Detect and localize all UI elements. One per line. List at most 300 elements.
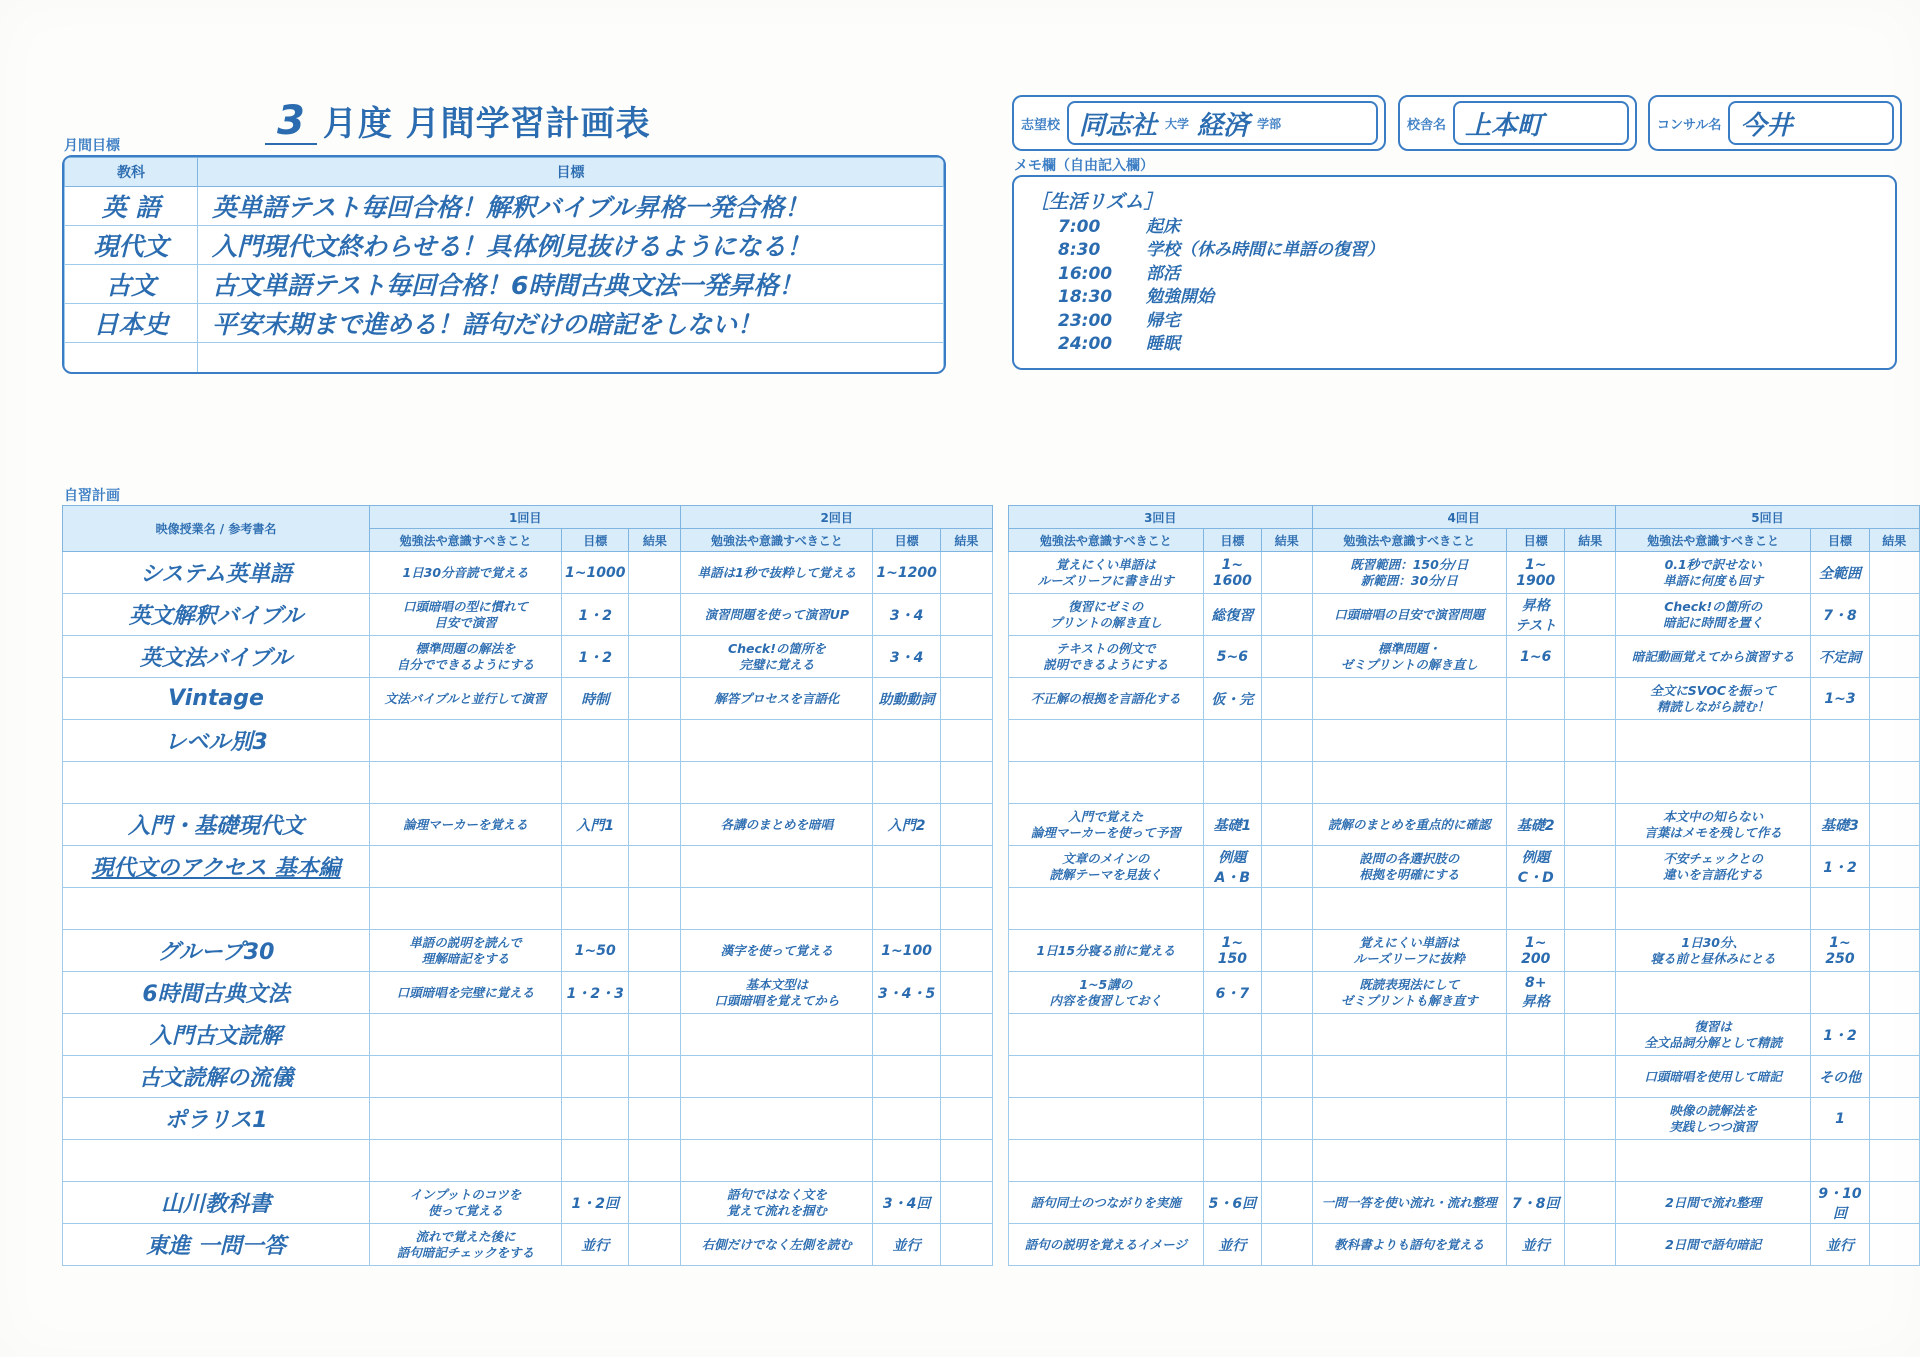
plan-result-cell[interactable]: [1565, 846, 1615, 888]
plan-goal-cell[interactable]: [1507, 762, 1565, 804]
plan-result-cell[interactable]: [629, 552, 681, 594]
plan-goal-cell[interactable]: 5~6: [1203, 636, 1261, 678]
memo-area[interactable]: [1012, 175, 1897, 370]
goal-text[interactable]: 古文単語テスト毎回合格！6時間古典文法一発昇格！: [198, 265, 944, 304]
plan-how-cell[interactable]: 0.1秒で訳せない 単語に何度も回す: [1615, 552, 1811, 594]
goal-text[interactable]: 入門現代文終わらせる！具体例見抜けるようになる！: [198, 226, 944, 265]
plan-how-cell[interactable]: 標準問題の解法を 自分でできるようにする: [370, 636, 562, 678]
plan-goal-cell[interactable]: [1811, 1140, 1869, 1182]
plan-round-3: 3回目: [1009, 506, 1313, 529]
plan-how-cell[interactable]: 語句ではなく文を 覚えて流れを掴む: [681, 1182, 873, 1224]
plan-goal-cell[interactable]: [873, 762, 940, 804]
goal-text[interactable]: 英単語テスト毎回合格！解釈バイブル昇格一発合格！: [198, 187, 944, 226]
plan-material-name[interactable]: 英文解釈バイブル: [63, 594, 370, 636]
plan-how-cell[interactable]: 2日間で流れ整理: [1615, 1182, 1811, 1224]
plan-how-cell[interactable]: [681, 1014, 873, 1056]
plan-result-cell[interactable]: [940, 846, 992, 888]
plan-goal-cell[interactable]: 1~ 1600: [1203, 552, 1261, 594]
plan-material-name[interactable]: 現代文のアクセス 基本編: [63, 846, 370, 888]
plan-how-cell[interactable]: 復習にゼミの プリントの解き直し: [1009, 594, 1204, 636]
plan-how-cell[interactable]: [1312, 762, 1507, 804]
plan-goal-cell[interactable]: [1203, 888, 1261, 930]
plan-how-cell[interactable]: 2日間で語句暗記: [1615, 1224, 1811, 1266]
plan-result-cell[interactable]: [1869, 636, 1919, 678]
plan-goal-cell[interactable]: 並行: [1507, 1224, 1565, 1266]
plan-how-cell[interactable]: [681, 888, 873, 930]
plan-material-name[interactable]: レベル別3: [63, 720, 370, 762]
plan-goal-cell[interactable]: 1~ 150: [1203, 930, 1261, 972]
plan-how-cell[interactable]: 単語の説明を読んで 理解暗記をする: [370, 930, 562, 972]
plan-material-name[interactable]: [63, 888, 370, 930]
plan-how-cell[interactable]: [1009, 720, 1204, 762]
plan-how-cell[interactable]: 語句同士のつながりを実施: [1009, 1182, 1204, 1224]
plan-result-cell[interactable]: [1565, 1056, 1615, 1098]
plan-result-cell[interactable]: [1869, 1014, 1919, 1056]
plan-result-cell[interactable]: [1565, 636, 1615, 678]
plan-how-cell[interactable]: 既習範囲：150分/日 新範囲：30分/日: [1312, 552, 1507, 594]
plan-how-cell[interactable]: 復習は 全文品詞分解として精読: [1615, 1014, 1811, 1056]
plan-goal-cell[interactable]: [1203, 1140, 1261, 1182]
plan-how-cell[interactable]: [1312, 1098, 1507, 1140]
plan-how-cell[interactable]: 不安チェックとの 違いを言語化する: [1615, 846, 1811, 888]
plan-how-cell[interactable]: 語句の説明を覚えるイメージ: [1009, 1224, 1204, 1266]
plan-how-cell[interactable]: 全文にSVOCを振って 精読しながら読む！: [1615, 678, 1811, 720]
plan-result-cell[interactable]: [940, 720, 992, 762]
plan-result-cell[interactable]: [940, 552, 992, 594]
goal-subject[interactable]: 日本史: [65, 304, 198, 343]
plan-goal-cell[interactable]: 1~ 1900: [1507, 552, 1565, 594]
plan-how-cell[interactable]: 口頭暗唱の目安で演習問題: [1312, 594, 1507, 636]
plan-goal-cell[interactable]: 全範囲: [1811, 552, 1869, 594]
plan-material-name[interactable]: 古文読解の流儀: [63, 1056, 370, 1098]
goal-subject[interactable]: [65, 343, 198, 375]
plan-how-cell[interactable]: 既読表現法にして ゼミプリントも解き直す: [1312, 972, 1507, 1014]
plan-how-cell[interactable]: [1312, 888, 1507, 930]
plan-result-cell[interactable]: [629, 636, 681, 678]
plan-goal-cell[interactable]: [562, 720, 629, 762]
plan-goal-cell[interactable]: 1・2: [1811, 1014, 1869, 1056]
plan-goal-cell[interactable]: 不定詞: [1811, 636, 1869, 678]
plan-result-cell[interactable]: [940, 1098, 992, 1140]
plan-how-cell[interactable]: [370, 1140, 562, 1182]
plan-result-cell[interactable]: [1565, 1098, 1615, 1140]
plan-result-cell[interactable]: [1262, 636, 1312, 678]
plan-result-cell[interactable]: [1565, 1182, 1615, 1224]
plan-result-cell[interactable]: [1869, 1056, 1919, 1098]
plan-goal-cell[interactable]: 時制: [562, 678, 629, 720]
plan-result-cell[interactable]: [1869, 678, 1919, 720]
plan-goal-cell[interactable]: 3・4: [873, 594, 940, 636]
plan-row: [63, 594, 993, 636]
plan-result-cell[interactable]: [1262, 930, 1312, 972]
plan-how-cell[interactable]: [1009, 1014, 1204, 1056]
field-campus[interactable]: [1398, 95, 1637, 151]
plan-how-cell[interactable]: [370, 888, 562, 930]
plan-goal-cell[interactable]: [873, 720, 940, 762]
plan-goal-cell[interactable]: [562, 1140, 629, 1182]
plan-material-name[interactable]: 山川教科書: [63, 1182, 370, 1224]
plan-goal-cell[interactable]: 基礎2: [1507, 804, 1565, 846]
plan-sub-how-5: 勉強法や意識すべきこと: [1615, 529, 1811, 552]
goal-subject[interactable]: 古文: [65, 265, 198, 304]
plan-goal-cell[interactable]: [1811, 720, 1869, 762]
plan-goal-cell[interactable]: 8+ 昇格: [1507, 972, 1565, 1014]
plan-result-cell[interactable]: [940, 1182, 992, 1224]
goal-text[interactable]: [198, 343, 944, 375]
plan-how-cell[interactable]: [1312, 678, 1507, 720]
plan-how-cell[interactable]: [370, 720, 562, 762]
plan-result-cell[interactable]: [1262, 762, 1312, 804]
plan-how-cell[interactable]: [370, 846, 562, 888]
plan-result-cell[interactable]: [1565, 804, 1615, 846]
plan-result-cell[interactable]: [1869, 1182, 1919, 1224]
plan-how-cell[interactable]: [1312, 720, 1507, 762]
plan-how-cell[interactable]: [681, 846, 873, 888]
plan-goal-cell[interactable]: 並行: [1811, 1224, 1869, 1266]
plan-how-cell[interactable]: [681, 1098, 873, 1140]
plan-goal-cell[interactable]: [1203, 1014, 1261, 1056]
plan-result-cell[interactable]: [629, 1098, 681, 1140]
plan-how-cell[interactable]: 演習問題を使って演習UP: [681, 594, 873, 636]
plan-goal-cell[interactable]: 6・7: [1203, 972, 1261, 1014]
plan-result-cell[interactable]: [1565, 762, 1615, 804]
plan-goal-cell[interactable]: 昇格 テスト: [1507, 594, 1565, 636]
plan-result-cell[interactable]: [1869, 594, 1919, 636]
plan-result-cell[interactable]: [1262, 720, 1312, 762]
plan-material-name[interactable]: 英文法バイブル: [63, 636, 370, 678]
plan-how-cell[interactable]: 1日30分音読で覚える: [370, 552, 562, 594]
plan-result-cell[interactable]: [629, 1014, 681, 1056]
plan-how-cell[interactable]: 教科書よりも語句を覚える: [1312, 1224, 1507, 1266]
plan-how-cell[interactable]: [681, 720, 873, 762]
field-input-campus[interactable]: [1453, 101, 1629, 145]
plan-how-cell[interactable]: [370, 762, 562, 804]
plan-how-cell[interactable]: 基本文型は 口頭暗唱を覚えてから: [681, 972, 873, 1014]
plan-how-cell[interactable]: 流れで覚えた後に 語句暗記チェックをする: [370, 1224, 562, 1266]
plan-result-cell[interactable]: [1869, 888, 1919, 930]
plan-material-name[interactable]: [63, 1140, 370, 1182]
plan-result-cell[interactable]: [629, 846, 681, 888]
plan-goal-cell[interactable]: [562, 762, 629, 804]
plan-result-cell[interactable]: [1869, 804, 1919, 846]
plan-how-cell[interactable]: 1~5講の 内容を復習しておく: [1009, 972, 1204, 1014]
plan-result-cell[interactable]: [940, 762, 992, 804]
plan-goal-cell[interactable]: 1~1000: [562, 552, 629, 594]
plan-goal-cell[interactable]: 1~3: [1811, 678, 1869, 720]
plan-result-cell[interactable]: [1869, 846, 1919, 888]
plan-goal-cell[interactable]: 3・4: [873, 636, 940, 678]
plan-goal-cell[interactable]: 1~100: [873, 930, 940, 972]
plan-result-cell[interactable]: [1565, 678, 1615, 720]
plan-goal-cell[interactable]: 総復習: [1203, 594, 1261, 636]
plan-how-cell[interactable]: 入門で覚えた 論理マーカーを使って予習: [1009, 804, 1204, 846]
plan-how-cell[interactable]: 口頭暗唱の型に慣れて 目安で演習: [370, 594, 562, 636]
plan-how-cell[interactable]: 本文中の知らない 言葉はメモを残して作る: [1615, 804, 1811, 846]
plan-goal-cell[interactable]: [873, 888, 940, 930]
plan-goal-cell[interactable]: [1507, 678, 1565, 720]
plan-material-name[interactable]: 入門・基礎現代文: [63, 804, 370, 846]
plan-goal-cell[interactable]: 基礎3: [1811, 804, 1869, 846]
plan-how-cell[interactable]: [1312, 1056, 1507, 1098]
plan-how-cell[interactable]: [1009, 1140, 1204, 1182]
plan-how-cell[interactable]: [1009, 1098, 1204, 1140]
plan-goal-cell[interactable]: 助動動詞: [873, 678, 940, 720]
plan-goal-cell[interactable]: [1203, 1098, 1261, 1140]
plan-how-cell[interactable]: 右側だけでなく左側を読む: [681, 1224, 873, 1266]
plan-result-cell[interactable]: [1565, 720, 1615, 762]
plan-goal-cell[interactable]: [1507, 1014, 1565, 1056]
plan-goal-cell[interactable]: 1・2: [562, 594, 629, 636]
memo-time: 8:30: [1058, 240, 1101, 261]
plan-how-cell[interactable]: [1615, 762, 1811, 804]
plan-how-cell[interactable]: 単語は1秒で抜粋して覚える: [681, 552, 873, 594]
plan-result-cell[interactable]: [1565, 888, 1615, 930]
plan-goal-cell[interactable]: [1811, 888, 1869, 930]
plan-result-cell[interactable]: [940, 636, 992, 678]
goal-row: [65, 304, 944, 343]
plan-goal-cell[interactable]: [873, 1098, 940, 1140]
plan-how-cell[interactable]: [1009, 888, 1204, 930]
plan-result-cell[interactable]: [940, 930, 992, 972]
plan-result-cell[interactable]: [629, 720, 681, 762]
plan-how-cell[interactable]: 漢字を使って覚える: [681, 930, 873, 972]
plan-result-cell[interactable]: [1262, 1056, 1312, 1098]
goal-text[interactable]: 平安末期まで進める！語句だけの暗記をしない！: [198, 304, 944, 343]
plan-goal-cell[interactable]: 3・4・5: [873, 972, 940, 1014]
plan-result-cell[interactable]: [940, 1014, 992, 1056]
plan-result-cell[interactable]: [1869, 972, 1919, 1014]
plan-result-cell[interactable]: [629, 678, 681, 720]
plan-how-cell[interactable]: [1009, 1056, 1204, 1098]
memo-time: 16:00: [1058, 263, 1113, 284]
field-consultant[interactable]: [1648, 95, 1902, 151]
plan-how-cell[interactable]: 論理マーカーを覚える: [370, 804, 562, 846]
plan-result-cell[interactable]: [629, 888, 681, 930]
plan-result-cell[interactable]: [629, 594, 681, 636]
plan-how-cell[interactable]: 暗記動画覚えてから演習する: [1615, 636, 1811, 678]
plan-result-cell[interactable]: [1262, 1224, 1312, 1266]
plan-goal-cell[interactable]: 例題 A・B: [1203, 846, 1261, 888]
plan-how-cell[interactable]: [1312, 1014, 1507, 1056]
plan-goal-cell[interactable]: [562, 1014, 629, 1056]
goal-subject[interactable]: 英 語: [65, 187, 198, 226]
plan-how-cell[interactable]: 覚えにくい単語は ルーズリーフに抜粋: [1312, 930, 1507, 972]
plan-goal-cell[interactable]: 7・8回: [1507, 1182, 1565, 1224]
plan-how-cell[interactable]: 一問一答を使い流れ・流れ整理: [1312, 1182, 1507, 1224]
plan-material-name[interactable]: グループ30: [63, 930, 370, 972]
plan-goal-cell[interactable]: [873, 1056, 940, 1098]
plan-goal-cell[interactable]: [873, 846, 940, 888]
plan-how-cell[interactable]: 不正解の根拠を言語化する: [1009, 678, 1204, 720]
plan-goal-cell[interactable]: その他: [1811, 1056, 1869, 1098]
plan-result-cell[interactable]: [1262, 552, 1312, 594]
plan-material-name[interactable]: ポラリス1: [63, 1098, 370, 1140]
plan-material-name[interactable]: [63, 762, 370, 804]
plan-goal-cell[interactable]: 1: [1811, 1098, 1869, 1140]
plan-result-cell[interactable]: [1869, 1224, 1919, 1266]
plan-result-cell[interactable]: [1565, 972, 1615, 1014]
plan-result-cell[interactable]: [1869, 720, 1919, 762]
plan-result-cell[interactable]: [1262, 594, 1312, 636]
plan-result-cell[interactable]: [1262, 804, 1312, 846]
plan-material-name[interactable]: 入門古文読解: [63, 1014, 370, 1056]
plan-result-cell[interactable]: [1565, 594, 1615, 636]
plan-how-cell[interactable]: Check!の箇所を 完璧に覚える: [681, 636, 873, 678]
plan-result-cell[interactable]: [1565, 1014, 1615, 1056]
plan-result-cell[interactable]: [1869, 930, 1919, 972]
plan-goal-cell[interactable]: [1203, 762, 1261, 804]
plan-result-cell[interactable]: [629, 1056, 681, 1098]
plan-how-cell[interactable]: Check!の箇所の 暗記に時間を置く: [1615, 594, 1811, 636]
plan-result-cell[interactable]: [940, 1140, 992, 1182]
plan-result-cell[interactable]: [940, 804, 992, 846]
plan-how-cell[interactable]: 映像の読解法を 実践しつつ演習: [1615, 1098, 1811, 1140]
plan-result-cell[interactable]: [1262, 1140, 1312, 1182]
plan-how-cell[interactable]: 1日30分、 寝る前と昼休みにとる: [1615, 930, 1811, 972]
plan-goal-cell[interactable]: [1507, 1140, 1565, 1182]
plan-result-cell[interactable]: [629, 972, 681, 1014]
memo-list: [1030, 216, 1879, 357]
plan-goal-cell[interactable]: [1203, 720, 1261, 762]
plan-how-cell[interactable]: 口頭暗唱を使用して暗記: [1615, 1056, 1811, 1098]
plan-goal-cell[interactable]: [873, 1014, 940, 1056]
plan-result-cell[interactable]: [940, 678, 992, 720]
plan-how-cell[interactable]: 口頭暗唱を完壁に覚える: [370, 972, 562, 1014]
plan-goal-cell[interactable]: 1~50: [562, 930, 629, 972]
plan-how-cell[interactable]: テキストの例文で 説明できるようにする: [1009, 636, 1204, 678]
plan-goal-cell[interactable]: 7・8: [1811, 594, 1869, 636]
plan-how-cell[interactable]: [681, 762, 873, 804]
plan-result-cell[interactable]: [940, 1224, 992, 1266]
plan-material-name[interactable]: 東進 一問一答: [63, 1224, 370, 1266]
plan-result-cell[interactable]: [1262, 1182, 1312, 1224]
plan-material-name[interactable]: システム英単語: [63, 552, 370, 594]
plan-result-cell[interactable]: [1262, 888, 1312, 930]
plan-goal-cell[interactable]: 9・10回: [1811, 1182, 1869, 1224]
plan-goal-cell[interactable]: 仮・完: [1203, 678, 1261, 720]
plan-goal-cell[interactable]: 1・2: [562, 636, 629, 678]
plan-result-cell[interactable]: [1565, 1140, 1615, 1182]
memo-time: 7:00: [1058, 217, 1101, 237]
plan-how-cell[interactable]: 各講のまとめを暗唱: [681, 804, 873, 846]
plan-goal-cell[interactable]: [873, 1140, 940, 1182]
consultant-value: 今井: [1740, 110, 1793, 141]
plan-how-cell[interactable]: 設問の各選択肢の 根拠を明確にする: [1312, 846, 1507, 888]
plan-goal-cell[interactable]: 5・6回: [1203, 1182, 1261, 1224]
plan-goal-cell[interactable]: 1~6: [1507, 636, 1565, 678]
plan-result-cell[interactable]: [1262, 678, 1312, 720]
plan-how-cell[interactable]: [1312, 1140, 1507, 1182]
plan-goal-cell[interactable]: [1203, 1056, 1261, 1098]
plan-goal-cell[interactable]: [1507, 1098, 1565, 1140]
plan-goal-cell[interactable]: [562, 1098, 629, 1140]
plan-how-cell[interactable]: 標準問題・ ゼミプリントの解き直し: [1312, 636, 1507, 678]
plan-material-name[interactable]: 6時間古典文法: [63, 972, 370, 1014]
plan-goal-cell[interactable]: 並行: [562, 1224, 629, 1266]
plan-goal-cell[interactable]: 基礎1: [1203, 804, 1261, 846]
plan-goal-cell[interactable]: [562, 1056, 629, 1098]
field-input-consultant[interactable]: [1728, 101, 1894, 145]
plan-result-cell[interactable]: [1262, 1098, 1312, 1140]
plan-result-cell[interactable]: [629, 804, 681, 846]
plan-how-cell[interactable]: 読解のまとめを重点的に確認: [1312, 804, 1507, 846]
plan-goal-cell[interactable]: [562, 846, 629, 888]
plan-how-cell[interactable]: [370, 1014, 562, 1056]
plan-result-cell[interactable]: [1869, 552, 1919, 594]
plan-goal-cell[interactable]: [1507, 1056, 1565, 1098]
plan-goal-cell[interactable]: [562, 888, 629, 930]
plan-goal-cell[interactable]: 3・4回: [873, 1182, 940, 1224]
plan-goal-cell[interactable]: 並行: [1203, 1224, 1261, 1266]
plan-result-cell[interactable]: [629, 762, 681, 804]
plan-how-cell[interactable]: [370, 1098, 562, 1140]
plan-result-cell[interactable]: [1565, 552, 1615, 594]
goal-subject[interactable]: 現代文: [65, 226, 198, 265]
plan-goal-cell[interactable]: 1~1200: [873, 552, 940, 594]
plan-result-cell[interactable]: [1869, 1140, 1919, 1182]
plan-result-cell[interactable]: [940, 972, 992, 1014]
plan-goal-cell[interactable]: 1・2・3: [562, 972, 629, 1014]
plan-how-cell[interactable]: 文章のメインの 読解テーマを見抜く: [1009, 846, 1204, 888]
plan-row: [63, 972, 993, 1014]
plan-goal-cell[interactable]: [1811, 972, 1869, 1014]
plan-goal-cell[interactable]: 入門1: [562, 804, 629, 846]
plan-result-cell[interactable]: [629, 1224, 681, 1266]
plan-material-name[interactable]: Vintage: [63, 678, 370, 720]
plan-result-cell[interactable]: [1869, 762, 1919, 804]
plan-goal-cell[interactable]: 1・2回: [562, 1182, 629, 1224]
plan-goal-cell[interactable]: [1811, 762, 1869, 804]
plan-result-cell[interactable]: [1565, 930, 1615, 972]
plan-result-cell[interactable]: [1262, 972, 1312, 1014]
month-number[interactable]: 3: [265, 101, 317, 145]
plan-how-cell[interactable]: [370, 1056, 562, 1098]
plan-result-cell[interactable]: [1869, 1098, 1919, 1140]
plan-how-cell[interactable]: 文法バイブルと並行して演習: [370, 678, 562, 720]
field-input-target-school[interactable]: [1067, 101, 1378, 145]
plan-result-cell[interactable]: [629, 1182, 681, 1224]
plan-goal-cell[interactable]: 1・2: [1811, 846, 1869, 888]
plan-result-cell[interactable]: [940, 888, 992, 930]
plan-result-cell[interactable]: [940, 1056, 992, 1098]
plan-result-cell[interactable]: [940, 594, 992, 636]
plan-result-cell[interactable]: [629, 1140, 681, 1182]
plan-how-cell[interactable]: インプットのコツを 使って覚える: [370, 1182, 562, 1224]
plan-goal-cell[interactable]: [1507, 720, 1565, 762]
plan-how-cell[interactable]: [1615, 720, 1811, 762]
plan-how-cell[interactable]: [681, 1140, 873, 1182]
plan-goal-cell[interactable]: 入門2: [873, 804, 940, 846]
plan-how-cell[interactable]: [1615, 888, 1811, 930]
plan-goal-cell[interactable]: 並行: [873, 1224, 940, 1266]
plan-how-cell[interactable]: [681, 1056, 873, 1098]
plan-goal-cell[interactable]: 1~ 250: [1811, 930, 1869, 972]
plan-goal-cell[interactable]: 例題 C・D: [1507, 846, 1565, 888]
plan-result-cell[interactable]: [629, 930, 681, 972]
plan-goal-cell[interactable]: 1~ 200: [1507, 930, 1565, 972]
plan-how-cell[interactable]: 1日15分寝る前に覚える: [1009, 930, 1204, 972]
plan-result-cell[interactable]: [1565, 1224, 1615, 1266]
plan-how-cell[interactable]: 解答プロセスを言語化: [681, 678, 873, 720]
plan-how-cell[interactable]: [1615, 972, 1811, 1014]
plan-how-cell[interactable]: 覚えにくい単語は ルーズリーフに書き出す: [1009, 552, 1204, 594]
plan-how-cell[interactable]: [1009, 762, 1204, 804]
plan-goal-cell[interactable]: [1507, 888, 1565, 930]
plan-result-cell[interactable]: [1262, 846, 1312, 888]
plan-how-cell[interactable]: [1615, 1140, 1811, 1182]
plan-result-cell[interactable]: [1262, 1014, 1312, 1056]
field-target-school[interactable]: [1012, 95, 1386, 151]
